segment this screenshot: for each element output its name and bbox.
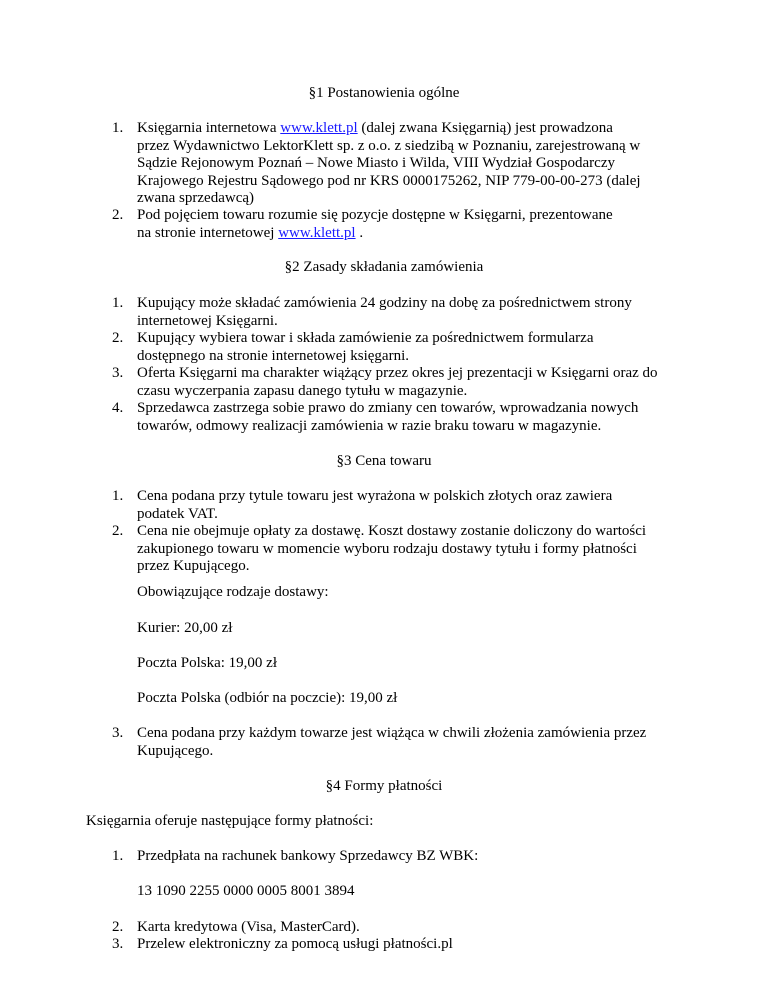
item-line: Księgarnia internetowa www.klett.pl (dalej zwana Księgarnią) jest prowadzona — [137, 120, 613, 136]
list-number: 2. — [112, 207, 124, 223]
item-line: dostępnego na stronie internetowej księgarni. — [137, 347, 410, 364]
list-number: 3. — [112, 365, 124, 381]
list-number: 3. — [112, 936, 124, 952]
delivery-option: Poczta Polska: 19,00 zł — [137, 655, 277, 671]
klett-link[interactable]: www.klett.pl — [278, 224, 356, 241]
section-1-heading: §1 Postanowienia ogólne — [308, 85, 460, 101]
list-number: 1. — [112, 488, 124, 504]
item-line: Cena podana przy tytule towaru jest wyrażona w polskich złotych oraz zawiera — [137, 488, 613, 504]
section-3-heading: §3 Cena towaru — [336, 453, 432, 469]
item-line: zakupionego towaru w momencie wyboru rodzaju dostawy tytułu i formy płatności — [137, 540, 637, 557]
list-number: 2. — [112, 523, 124, 539]
klett-link[interactable]: www.klett.pl — [280, 120, 358, 136]
item-line: Krajowego Rejestru Sądowego pod nr KRS 0000175262, NIP 779-00-00-273 (dalej — [137, 172, 641, 189]
bank-account-number: 13 1090 2255 0000 0005 8001 3894 — [137, 883, 355, 899]
item-line: przez Kupującego. — [137, 558, 250, 574]
item-line: Sądzie Rejonowym Poznań – Nowe Miasto i Wilda, VIII Wydział Gospodarczy — [137, 155, 615, 171]
list-number: 3. — [112, 725, 124, 741]
item-line: Przedpłata na rachunek bankowy Sprzedawcy BZ WBK: — [137, 848, 479, 864]
section-2-heading: §2 Zasady składania zamówienia — [284, 259, 484, 275]
list-number: 2. — [112, 919, 124, 935]
list-number: 4. — [112, 400, 124, 416]
item-line: zwana sprzedawcą) — [137, 190, 255, 206]
item-line: Kupujący wybiera towar i składa zamówienie za pośrednictwem formularza — [137, 330, 594, 346]
list-number: 1. — [112, 120, 124, 136]
item-line: czasu wyczerpania zapasu danego tytułu w magazynie. — [137, 382, 468, 399]
item-line: Sprzedawca zastrzega sobie prawo do zmiany cen towarów, wprowadzania nowych — [137, 400, 639, 416]
item-line: na stronie internetowej www.klett.pl . — [137, 224, 364, 241]
item-line: Kupującego. — [137, 742, 214, 759]
item-line: przez Wydawnictwo LektorKlett sp. z o.o. z siedzibą w Poznaniu, zarejestrowaną w — [137, 137, 641, 154]
item-line: Pod pojęciem towaru rozumie się pozycje dostępne w Księgarni, prezentowane — [137, 207, 613, 223]
list-number: 1. — [112, 848, 124, 864]
payment-intro: Księgarnia oferuje następujące formy płatności: — [86, 813, 374, 829]
delivery-option: Poczta Polska (odbiór na poczcie): 19,00 zł — [137, 690, 398, 706]
item-line: Kupujący może składać zamówienia 24 godziny na dobę za pośrednictwem strony — [137, 295, 632, 311]
delivery-title: Obowiązujące rodzaje dostawy: — [137, 584, 329, 600]
item-line: Karta kredytowa (Visa, MasterCard). — [137, 919, 360, 935]
item-line: internetowej Księgarni. — [137, 312, 278, 329]
item-line: Oferta Księgarni ma charakter wiążący przez okres jej prezentacji w Księgarni oraz do — [137, 365, 658, 381]
item-line: Cena nie obejmuje opłaty za dostawę. Koszt dostawy zostanie doliczony do wartości — [137, 523, 647, 539]
item-line: Przelew elektroniczny za pomocą usługi płatności.pl — [137, 936, 453, 952]
item-line: Cena podana przy każdym towarze jest wiążąca w chwili złożenia zamówienia przez — [137, 725, 647, 741]
list-number: 2. — [112, 330, 124, 346]
item-line: towarów, odmowy realizacji zamówienia w razie braku towaru w magazynie. — [137, 417, 602, 434]
item-line: podatek VAT. — [137, 505, 218, 522]
section-4-heading: §4 Formy płatności — [325, 778, 443, 794]
list-number: 1. — [112, 295, 124, 311]
delivery-option: Kurier: 20,00 zł — [137, 620, 233, 636]
